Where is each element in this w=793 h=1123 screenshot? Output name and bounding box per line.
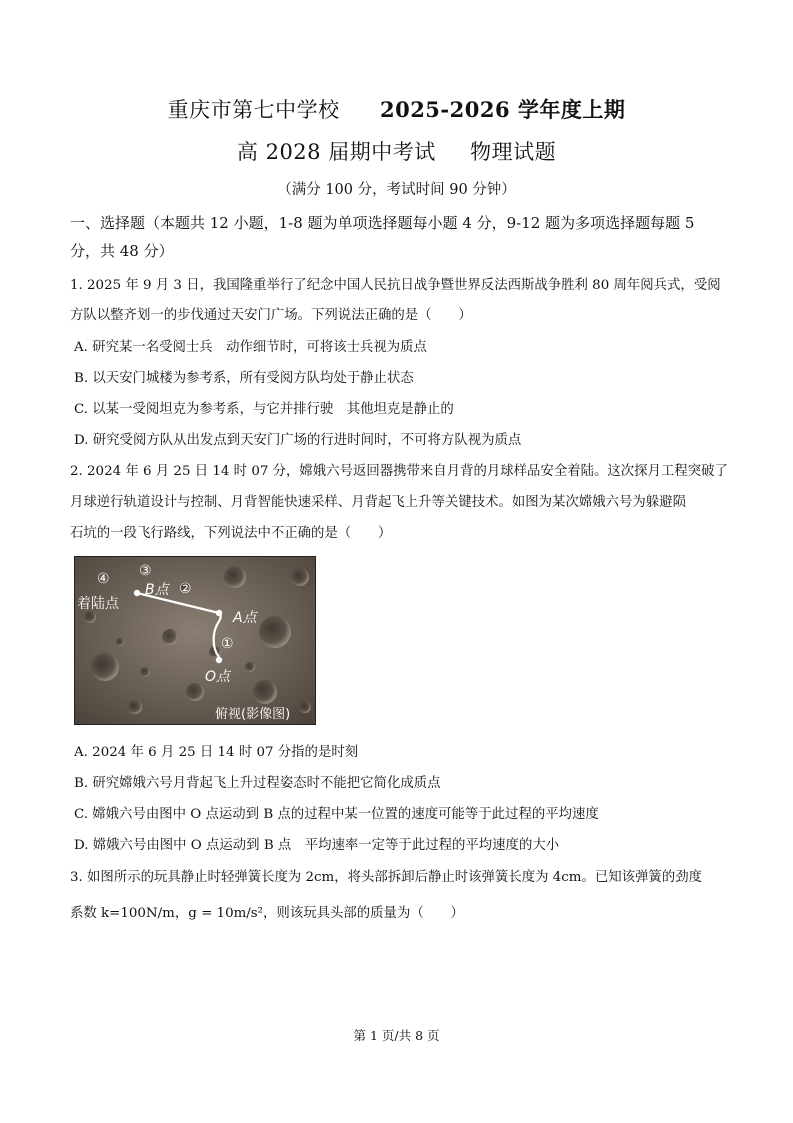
- point-o-label: O点: [205, 669, 231, 685]
- page-footer: 第 1 页/共 8 页: [353, 1028, 440, 1043]
- q2-option-d: D. 嫦娥六号由图中 O 点运动到 B 点 平均速率一定等于此过程的平均速度的大小: [74, 838, 560, 853]
- circled-4-label: ④: [97, 571, 110, 587]
- q1-option-d: D. 研究受阅方队从出发点到天安门广场的行进时间时，不可将方队视为质点: [74, 433, 522, 448]
- q2-option-b: B. 研究嫦娥六号月背起飞上升过程姿态时不能把它简化成质点: [74, 776, 441, 791]
- section-heading-line-2: 分，共 48 分）: [70, 242, 174, 260]
- point-a-label: A点: [233, 610, 257, 626]
- figure-caption: 俯视(影像图): [215, 707, 291, 722]
- section-heading-line-1: 一、选择题（本题共 12 小题，1-8 题为单项选择题每小题 4 分，9-12 题为多项选择题每题 5: [70, 214, 695, 232]
- circled-1-label: ①: [221, 636, 234, 652]
- q3-stem-line-2: 系数 k=100N/m，g = 10m/s²，则该玩具头部的质量为（ ）: [70, 906, 464, 921]
- q1-stem-line-2: 方队以整齐划一的步伐通过天安门广场。下列说法正确的是（ ）: [70, 308, 472, 323]
- circled-3-label: ③: [139, 563, 152, 579]
- exam-name: 高 2028 届期中考试: [236, 140, 436, 164]
- q1-option-c: C. 以某一受阅坦克为参考系，与它并排行驶 其他坦克是静止的: [74, 402, 454, 417]
- landing-point-label: 着陆点: [77, 596, 119, 612]
- q3-stem-line-1: 3. 如图所示的玩具静止时轻弹簧长度为 2cm，将头部拆卸后静止时该弹簧长度为 4cm。已知该弹簧的劲度: [70, 870, 702, 885]
- q1-option-a: A. 研究某一名受阅士兵 动作细节时，可将该士兵视为质点: [74, 340, 427, 355]
- q1-option-b: B. 以天安门城楼为参考系，所有受阅方队均处于静止状态: [74, 371, 414, 386]
- q1-stem-line-1: 1. 2025 年 9 月 3 日，我国隆重举行了纪念中国人民抗日战争暨世界反法西斯战争胜利 80 周年阅兵式，受阅: [70, 278, 721, 293]
- school-year: 2025-2026 学年度上期: [379, 97, 626, 122]
- circled-2-label: ②: [179, 581, 192, 597]
- title-line-1: [0, 94, 793, 124]
- q2-stem-line-3: 石坑的一段飞行路线，下列说法中不正确的是（ ）: [70, 526, 392, 541]
- lunar-flight-path-figure: [74, 556, 316, 725]
- exam-info: （满分 100 分，考试时间 90 分钟）: [277, 182, 516, 198]
- landing-point-marker: [134, 590, 140, 596]
- point-a-marker: [216, 610, 222, 616]
- q2-stem-line-2: 月球逆行轨道设计与控制、月背智能快速采样、月背起飞上升等关键技术。如图为某次嫦娥六号为躲避陨: [70, 495, 686, 510]
- point-o-marker: [216, 657, 222, 663]
- title-line-2: [0, 136, 793, 166]
- q2-stem-line-1: 2. 2024 年 6 月 25 日 14 时 07 分，嫦娥六号返回器携带来自月背的月球样品安全着陆。这次探月工程突破了: [70, 464, 728, 479]
- point-b-label: B点: [145, 582, 169, 598]
- lunar-surface-image: [75, 557, 315, 724]
- subject-name: 物理试题: [470, 140, 557, 164]
- school-name: 重庆市第七中学校: [167, 98, 340, 122]
- q2-option-c: C. 嫦娥六号由图中 O 点运动到 B 点的过程中某一位置的速度可能等于此过程的平均速度: [74, 807, 599, 822]
- q2-option-a: A. 2024 年 6 月 25 日 14 时 07 分指的是时刻: [74, 745, 359, 760]
